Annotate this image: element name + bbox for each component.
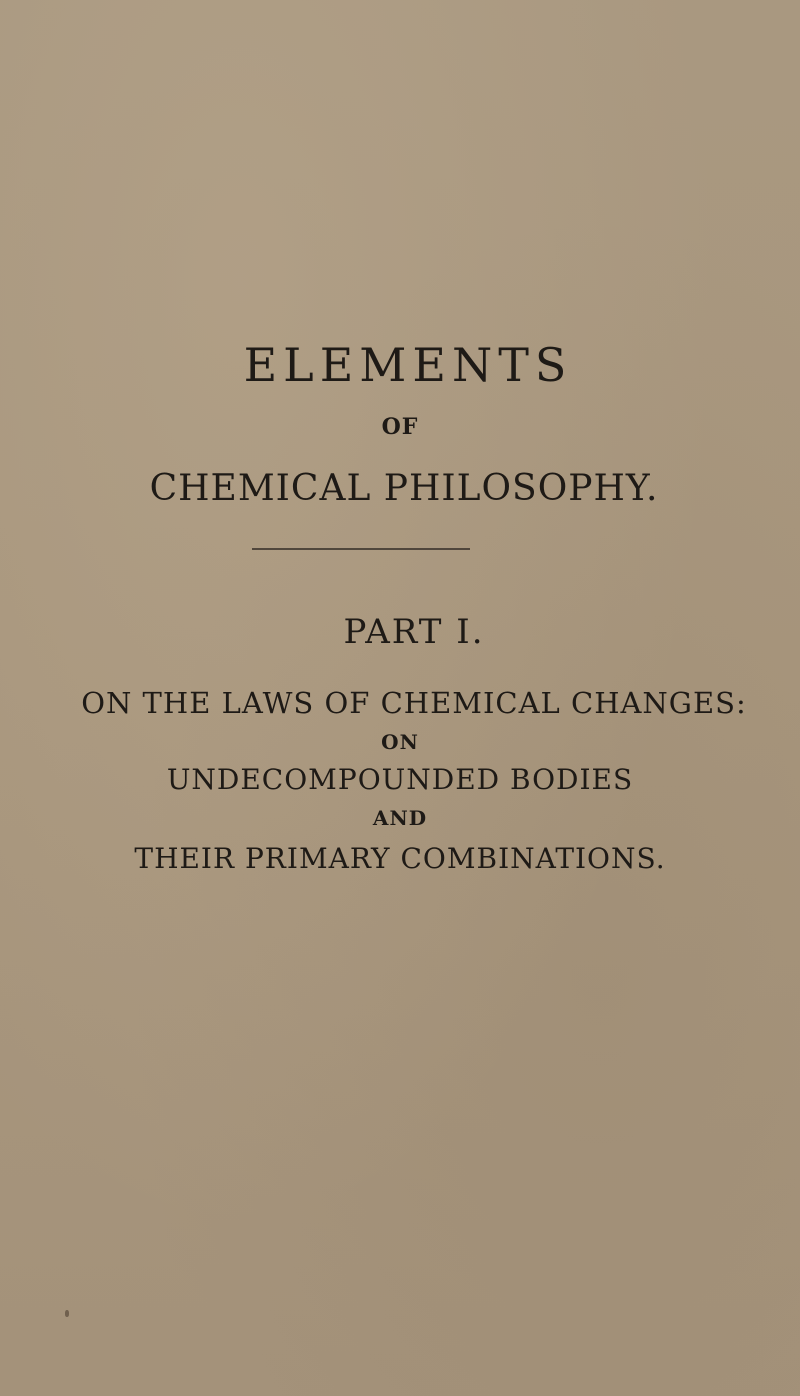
part-topic-combinations: THEIR PRIMARY COMBINATIONS. (134, 842, 666, 875)
connector-on: ON (381, 730, 419, 754)
title-connector-of: OF (381, 414, 419, 440)
horizontal-rule (252, 548, 470, 550)
part-topic-undecompounded: UNDECOMPOUNDED BODIES (166, 763, 634, 796)
paper-speck (65, 1310, 69, 1317)
connector-and: AND (372, 806, 428, 830)
book-title: ELEMENTS (243, 338, 573, 392)
book-subtitle: CHEMICAL PHILOSOPHY. (149, 468, 659, 509)
part-topic-laws: ON THE LAWS OF CHEMICAL CHANGES: (81, 686, 747, 720)
part-heading: PART I. (343, 612, 485, 652)
